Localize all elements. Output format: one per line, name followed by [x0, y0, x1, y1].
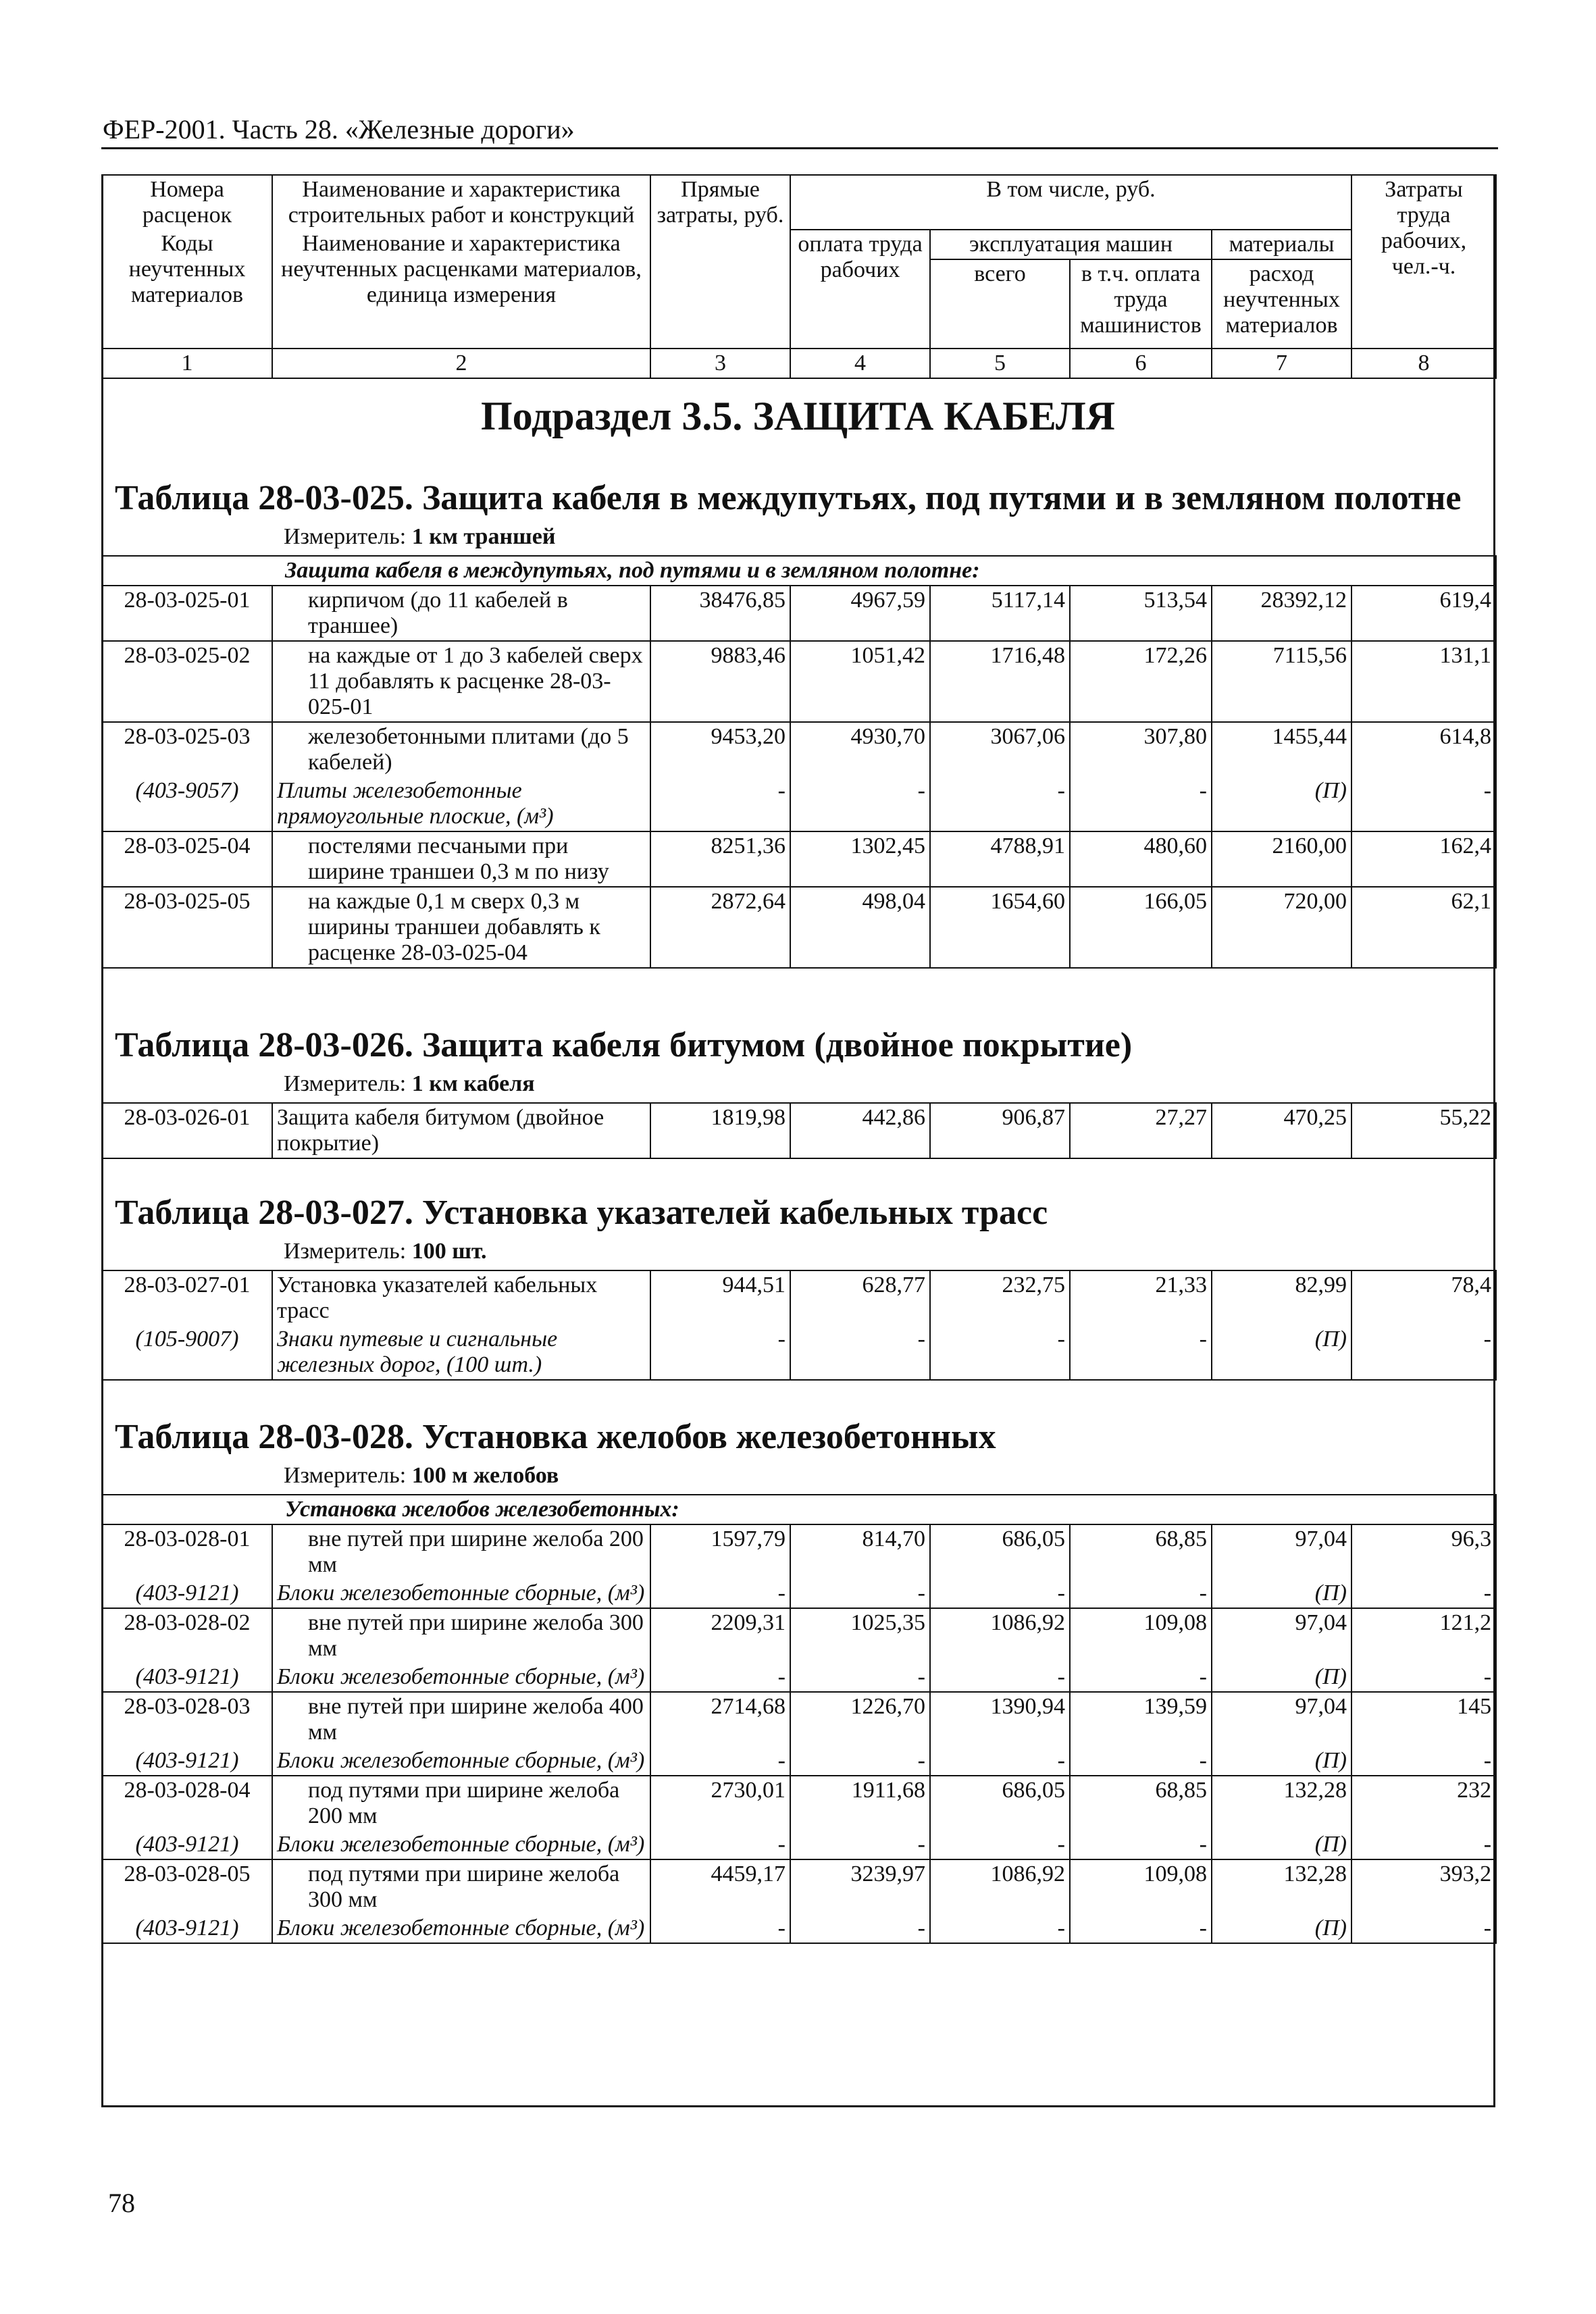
- value-cell: 1911,68: [790, 1776, 930, 1830]
- col-number: 5: [930, 349, 1070, 378]
- material-value: -: [650, 1579, 790, 1608]
- value-cell: 131,1: [1352, 641, 1496, 722]
- value-cell: 2714,68: [650, 1692, 790, 1747]
- table-row: [102, 1103, 1496, 1158]
- value-cell: 686,05: [930, 1776, 1070, 1830]
- meter-label: Измеритель:: [284, 524, 407, 549]
- material-value: -: [1352, 1663, 1496, 1692]
- value-cell: 470,25: [1212, 1103, 1352, 1158]
- value-cell: 3239,97: [790, 1859, 930, 1914]
- work-description: железобетонными плитами (до 5 кабелей): [272, 722, 650, 777]
- material-row: [102, 1747, 1496, 1776]
- rate-code: 28-03-028-05: [102, 1859, 272, 1914]
- col-materials: материалы: [1212, 230, 1352, 259]
- table-028-meter: [284, 1463, 559, 1489]
- value-cell: 2209,31: [650, 1608, 790, 1663]
- material-value: (П): [1212, 1830, 1352, 1859]
- rate-code: 28-03-028-02: [102, 1608, 272, 1663]
- value-cell: 628,77: [790, 1270, 930, 1325]
- material-value: -: [790, 777, 930, 831]
- rate-code: 28-03-025-01: [102, 586, 272, 641]
- rate-code: 28-03-025-05: [102, 887, 272, 968]
- material-value: -: [790, 1747, 930, 1776]
- material-value: -: [790, 1325, 930, 1380]
- value-cell: 614,8: [1352, 722, 1496, 777]
- material-value: -: [790, 1830, 930, 1859]
- material-value: -: [1070, 1830, 1212, 1859]
- material-code: (403-9057): [102, 777, 272, 831]
- meter-label: Измеритель:: [284, 1071, 407, 1096]
- material-value: -: [1352, 777, 1496, 831]
- value-cell: 1086,92: [930, 1859, 1070, 1914]
- meter-value: 100 м желобов: [411, 1463, 559, 1488]
- value-cell: 132,28: [1212, 1859, 1352, 1914]
- section-title: Подраздел 3.5. ЗАЩИТА КАБЕЛЯ: [480, 394, 1116, 438]
- material-row: [102, 1325, 1496, 1380]
- col-labor: Затраты труда рабочих, чел.-ч.: [1352, 175, 1496, 349]
- rate-code: 28-03-027-01: [102, 1270, 272, 1325]
- material-row: [102, 1579, 1496, 1608]
- value-cell: 619,4: [1352, 586, 1496, 641]
- work-description: кирпичом (до 11 кабелей в траншее): [272, 586, 650, 641]
- meter-label: Измеритель:: [284, 1239, 407, 1264]
- col-machines: эксплуатация машин: [930, 230, 1212, 259]
- table-027-meter: [284, 1239, 487, 1264]
- value-cell: 121,2: [1352, 1608, 1496, 1663]
- table-row: [102, 722, 1496, 777]
- group-header-row: [102, 556, 1496, 586]
- value-cell: 906,87: [930, 1103, 1070, 1158]
- material-name: Блоки железобетонные сборные, (м³): [272, 1830, 650, 1859]
- column-numbers-row: [102, 349, 1496, 378]
- value-cell: 1390,94: [930, 1692, 1070, 1747]
- material-value: -: [1070, 1325, 1212, 1380]
- material-value: -: [930, 1663, 1070, 1692]
- material-value: (П): [1212, 1579, 1352, 1608]
- material-value: -: [650, 1747, 790, 1776]
- value-cell: 1597,79: [650, 1524, 790, 1579]
- material-value: -: [650, 1914, 790, 1943]
- value-cell: 1654,60: [930, 887, 1070, 968]
- material-row: [102, 1914, 1496, 1943]
- material-value: (П): [1212, 777, 1352, 831]
- material-row: [102, 777, 1496, 831]
- work-description: под путями при ширине желоба 200 мм: [272, 1776, 650, 1830]
- value-cell: 944,51: [650, 1270, 790, 1325]
- material-code: (403-9121): [102, 1830, 272, 1859]
- material-code: (403-9121): [102, 1663, 272, 1692]
- col-machinist-wages: в т.ч. оплата труда машинистов: [1070, 259, 1212, 349]
- value-cell: 7115,56: [1212, 641, 1352, 722]
- work-description: постелями песчаными при ширине траншеи 0,3 м по низу: [272, 831, 650, 887]
- value-cell: 4930,70: [790, 722, 930, 777]
- col-direct-costs: Прямые затраты, руб.: [650, 175, 790, 349]
- value-cell: 68,85: [1070, 1524, 1212, 1579]
- value-cell: 2160,00: [1212, 831, 1352, 887]
- table-028-title: Таблица 28-03-028. Установка желобов железобетонных: [115, 1418, 996, 1456]
- value-cell: 62,1: [1352, 887, 1496, 968]
- material-value: -: [930, 1579, 1070, 1608]
- value-cell: 4788,91: [930, 831, 1070, 887]
- material-value: -: [930, 1325, 1070, 1380]
- material-name: Плиты железобетонные прямоугольные плоские, (м³): [272, 777, 650, 831]
- material-code: (403-9121): [102, 1579, 272, 1608]
- value-cell: 1819,98: [650, 1103, 790, 1158]
- value-cell: 55,22: [1352, 1103, 1496, 1158]
- material-value: -: [1352, 1830, 1496, 1859]
- table-025-meter: [284, 524, 555, 550]
- value-cell: 393,2: [1352, 1859, 1496, 1914]
- col-number: 4: [790, 349, 930, 378]
- material-row: [102, 1830, 1496, 1859]
- work-description: на каждые 0,1 м сверх 0,3 м ширины траншеи добавлять к расценке 28-03-025-04: [272, 887, 650, 968]
- work-description: на каждые от 1 до 3 кабелей сверх 11 добавлять к расценке 28-03-025-01: [272, 641, 650, 722]
- col-machines-total: всего: [930, 259, 1070, 349]
- value-cell: 498,04: [790, 887, 930, 968]
- table-row: [102, 641, 1496, 722]
- table-row: [102, 1692, 1496, 1747]
- material-code: (403-9121): [102, 1914, 272, 1943]
- value-cell: 97,04: [1212, 1608, 1352, 1663]
- col-number: 6: [1070, 349, 1212, 378]
- value-cell: 162,4: [1352, 831, 1496, 887]
- value-cell: 513,54: [1070, 586, 1212, 641]
- column-header-table: [101, 174, 1497, 379]
- value-cell: 1716,48: [930, 641, 1070, 722]
- value-cell: 145: [1352, 1692, 1496, 1747]
- value-cell: 8251,36: [650, 831, 790, 887]
- material-value: (П): [1212, 1747, 1352, 1776]
- table-027-title: Таблица 28-03-027. Установка указателей кабельных трасс: [115, 1193, 1048, 1232]
- value-cell: 1025,35: [790, 1608, 930, 1663]
- material-value: -: [1352, 1325, 1496, 1380]
- table-row: [102, 1608, 1496, 1663]
- table-026-title: Таблица 28-03-026. Защита кабеля битумом (двойное покрытие): [115, 1026, 1133, 1064]
- col-codes-header: Номера расценок: [102, 175, 272, 230]
- col-including: В том числе, руб.: [790, 175, 1352, 230]
- table-026: [101, 1102, 1497, 1159]
- value-cell: 686,05: [930, 1524, 1070, 1579]
- value-cell: 814,70: [790, 1524, 930, 1579]
- value-cell: 2730,01: [650, 1776, 790, 1830]
- material-code: (403-9121): [102, 1747, 272, 1776]
- material-value: -: [650, 777, 790, 831]
- value-cell: 5117,14: [930, 586, 1070, 641]
- meter-value: 1 км траншей: [411, 524, 556, 549]
- col-material-codes: Коды неучтенных материалов: [102, 230, 272, 349]
- col-material-names: Наименование и характеристика неучтенных расценками материалов, единица измерения: [272, 230, 650, 349]
- value-cell: 21,33: [1070, 1270, 1212, 1325]
- value-cell: 2872,64: [650, 887, 790, 968]
- material-value: -: [650, 1325, 790, 1380]
- work-description: вне путей при ширине желоба 400 мм: [272, 1692, 650, 1747]
- table-row: [102, 1859, 1496, 1914]
- material-value: -: [1070, 1914, 1212, 1943]
- table-row: [102, 586, 1496, 641]
- value-cell: 172,26: [1070, 641, 1212, 722]
- material-value: -: [930, 1830, 1070, 1859]
- table-row: [102, 1524, 1496, 1579]
- table-025-title: Таблица 28-03-025. Защита кабеля в междупутьях, под путями и в земляном полотне: [115, 479, 1462, 517]
- material-value: -: [1070, 1747, 1212, 1776]
- value-cell: 4967,59: [790, 586, 930, 641]
- value-cell: 480,60: [1070, 831, 1212, 887]
- value-cell: 132,28: [1212, 1776, 1352, 1830]
- value-cell: 232: [1352, 1776, 1496, 1830]
- material-name: Знаки путевые и сигнальные железных дорог, (100 шт.): [272, 1325, 650, 1380]
- value-cell: 1302,45: [790, 831, 930, 887]
- value-cell: 97,04: [1212, 1692, 1352, 1747]
- header-rule: [101, 147, 1498, 149]
- running-title: ФЕР-2001. Часть 28. «Железные дороги»: [103, 114, 575, 145]
- material-value: -: [930, 777, 1070, 831]
- material-code: (105-9007): [102, 1325, 272, 1380]
- material-value: -: [1352, 1747, 1496, 1776]
- value-cell: 82,99: [1212, 1270, 1352, 1325]
- col-number: 8: [1352, 349, 1496, 378]
- value-cell: 1226,70: [790, 1692, 930, 1747]
- page-number: 78: [108, 2188, 135, 2218]
- work-description: вне путей при ширине желоба 300 мм: [272, 1608, 650, 1663]
- material-value: (П): [1212, 1663, 1352, 1692]
- material-value: -: [790, 1663, 930, 1692]
- work-description: под путями при ширине желоба 300 мм: [272, 1859, 650, 1914]
- col-number: 7: [1212, 349, 1352, 378]
- value-cell: 109,08: [1070, 1859, 1212, 1914]
- value-cell: 78,4: [1352, 1270, 1496, 1325]
- meter-value: 1 км кабеля: [411, 1071, 535, 1096]
- col-material-consumption: расход неучтенных материалов: [1212, 259, 1352, 349]
- rate-code: 28-03-026-01: [102, 1103, 272, 1158]
- material-value: -: [930, 1747, 1070, 1776]
- value-cell: 232,75: [930, 1270, 1070, 1325]
- col-number: 1: [102, 349, 272, 378]
- value-cell: 97,04: [1212, 1524, 1352, 1579]
- value-cell: 96,3: [1352, 1524, 1496, 1579]
- material-value: -: [1352, 1579, 1496, 1608]
- material-value: -: [650, 1663, 790, 1692]
- material-value: -: [790, 1579, 930, 1608]
- table-row: [102, 1270, 1496, 1325]
- rate-code: 28-03-028-03: [102, 1692, 272, 1747]
- value-cell: 38476,85: [650, 586, 790, 641]
- value-cell: 28392,12: [1212, 586, 1352, 641]
- table-row: [102, 1776, 1496, 1830]
- material-name: Блоки железобетонные сборные, (м³): [272, 1579, 650, 1608]
- work-description: Защита кабеля битумом (двойное покрытие): [272, 1103, 650, 1158]
- value-cell: 4459,17: [650, 1859, 790, 1914]
- meter-label: Измеритель:: [284, 1463, 407, 1488]
- col-wages: оплата труда рабочих: [790, 230, 930, 349]
- table-row: [102, 887, 1496, 968]
- table-025: [101, 555, 1497, 969]
- value-cell: 3067,06: [930, 722, 1070, 777]
- work-description: Установка указателей кабельных трасс: [272, 1270, 650, 1325]
- group-header-row: [102, 1495, 1496, 1524]
- value-cell: 1086,92: [930, 1608, 1070, 1663]
- material-value: -: [1070, 1663, 1212, 1692]
- value-cell: 9883,46: [650, 641, 790, 722]
- group-header: Защита кабеля в междупутьях, под путями и в земляном полотне:: [102, 556, 1496, 586]
- table-026-meter: [284, 1071, 535, 1097]
- value-cell: 307,80: [1070, 722, 1212, 777]
- rate-code: 28-03-025-03: [102, 722, 272, 777]
- rate-code: 28-03-025-04: [102, 831, 272, 887]
- value-cell: 68,85: [1070, 1776, 1212, 1830]
- material-value: -: [650, 1830, 790, 1859]
- material-name: Блоки железобетонные сборные, (м³): [272, 1914, 650, 1943]
- table-027: [101, 1270, 1497, 1381]
- material-value: (П): [1212, 1325, 1352, 1380]
- value-cell: 166,05: [1070, 887, 1212, 968]
- material-value: (П): [1212, 1914, 1352, 1943]
- value-cell: 9453,20: [650, 722, 790, 777]
- col-number: 3: [650, 349, 790, 378]
- meter-value: 100 шт.: [411, 1239, 487, 1264]
- group-header: Установка желобов железобетонных:: [102, 1495, 1496, 1524]
- value-cell: 1455,44: [1212, 722, 1352, 777]
- value-cell: 720,00: [1212, 887, 1352, 968]
- value-cell: 27,27: [1070, 1103, 1212, 1158]
- material-value: -: [1352, 1914, 1496, 1943]
- rate-code: 28-03-028-04: [102, 1776, 272, 1830]
- col-name-header: Наименование и характеристика строительных работ и конструкций: [272, 175, 650, 230]
- material-value: -: [1070, 777, 1212, 831]
- material-value: -: [1070, 1579, 1212, 1608]
- value-cell: 109,08: [1070, 1608, 1212, 1663]
- material-value: -: [790, 1914, 930, 1943]
- table-row: [102, 831, 1496, 887]
- col-number: 2: [272, 349, 650, 378]
- work-description: вне путей при ширине желоба 200 мм: [272, 1524, 650, 1579]
- material-row: [102, 1663, 1496, 1692]
- value-cell: 139,59: [1070, 1692, 1212, 1747]
- value-cell: 1051,42: [790, 641, 930, 722]
- table-028: [101, 1494, 1497, 1944]
- rate-code: 28-03-028-01: [102, 1524, 272, 1579]
- material-value: -: [930, 1914, 1070, 1943]
- rate-code: 28-03-025-02: [102, 641, 272, 722]
- value-cell: 442,86: [790, 1103, 930, 1158]
- material-name: Блоки железобетонные сборные, (м³): [272, 1747, 650, 1776]
- material-name: Блоки железобетонные сборные, (м³): [272, 1663, 650, 1692]
